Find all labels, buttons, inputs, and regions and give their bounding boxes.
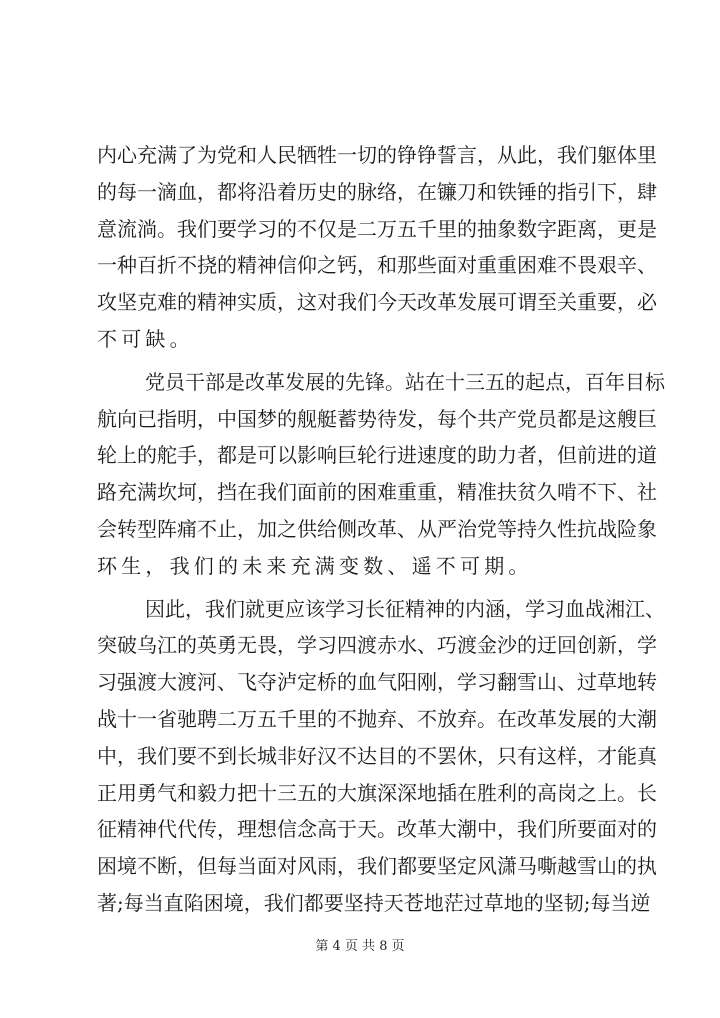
text-line: 路充满坎坷，挡在我们面前的困难重重，精准扶贫久啃不下、社 [97,480,657,505]
document-body [97,137,665,922]
text-line: 正用勇气和毅力把十三五的大旗深深地插在胜利的高岗之上。长 [97,780,657,805]
page-footer: 第 4 页 共 8 页 [315,939,405,954]
text-line: 轮上的舵手，都是可以影响巨轮行进速度的助力者，但前进的道 [97,443,657,468]
text-line: 会转型阵痛不止，加之供给侧改革、从严治党等持久性抗战险象 [97,516,657,541]
text-line: 战十一省驰聘二万五千里的不抛弃、不放弃。在改革发展的大潮 [97,706,657,731]
text-line: 一种百折不挠的精神信仰之钙，和那些面对重重困难不畏艰辛、 [97,253,657,278]
text-line: 内心充满了为党和人民牺牲一切的铮铮誓言，从此，我们躯体里 [97,143,657,167]
text-line: 中，我们要不到长城非好汉不达目的不罢休，只有这样，才能真 [97,743,657,768]
text-line: 意流淌。我们要学习的不仅是二万五千里的抽象数字距离，更是 [97,216,657,241]
text-line: 环生，我们的未来充满变数、遥不可期。 [97,553,533,578]
text-line: 航向已指明，中国梦的舰艇蓄势待发，每个共产党员都是这艘巨 [97,406,657,431]
text-line: 困境不断，但每当面对风雨，我们都要坚定风潇马嘶越雪山的执 [97,854,657,879]
text-line: 党员干部是改革发展的先锋。站在十三五的起点，百年目标 [145,369,665,394]
text-line: 突破乌江的英勇无畏，学习四渡赤水、巧渡金沙的迂回创新，学 [97,633,657,658]
text-line: 因此，我们就更应该学习长征精神的内涵，学习血战湘江、 [145,596,665,621]
text-line: 习强渡大渡河、飞夺泸定桥的血气阳刚，学习翻雪山、过草地转 [97,670,657,695]
paragraph [97,137,657,358]
text-line: 著;每当直陷困境，我们都要坚持天苍地茫过草地的坚韧;每当逆 [97,890,651,915]
text-line: 攻坚克难的精神实质，这对我们今天改革发展可谓至关重要，必 [97,290,657,315]
text-line: 的每一滴血，都将沿着历史的脉络，在镰刀和铁锤的指引下，肆 [97,179,657,204]
text-line: 不可缺。 [97,326,194,351]
paragraph [97,591,665,922]
paragraph [97,364,665,585]
text-line: 征精神代代传，理想信念高于天。改革大潮中，我们所要面对的 [97,817,657,842]
